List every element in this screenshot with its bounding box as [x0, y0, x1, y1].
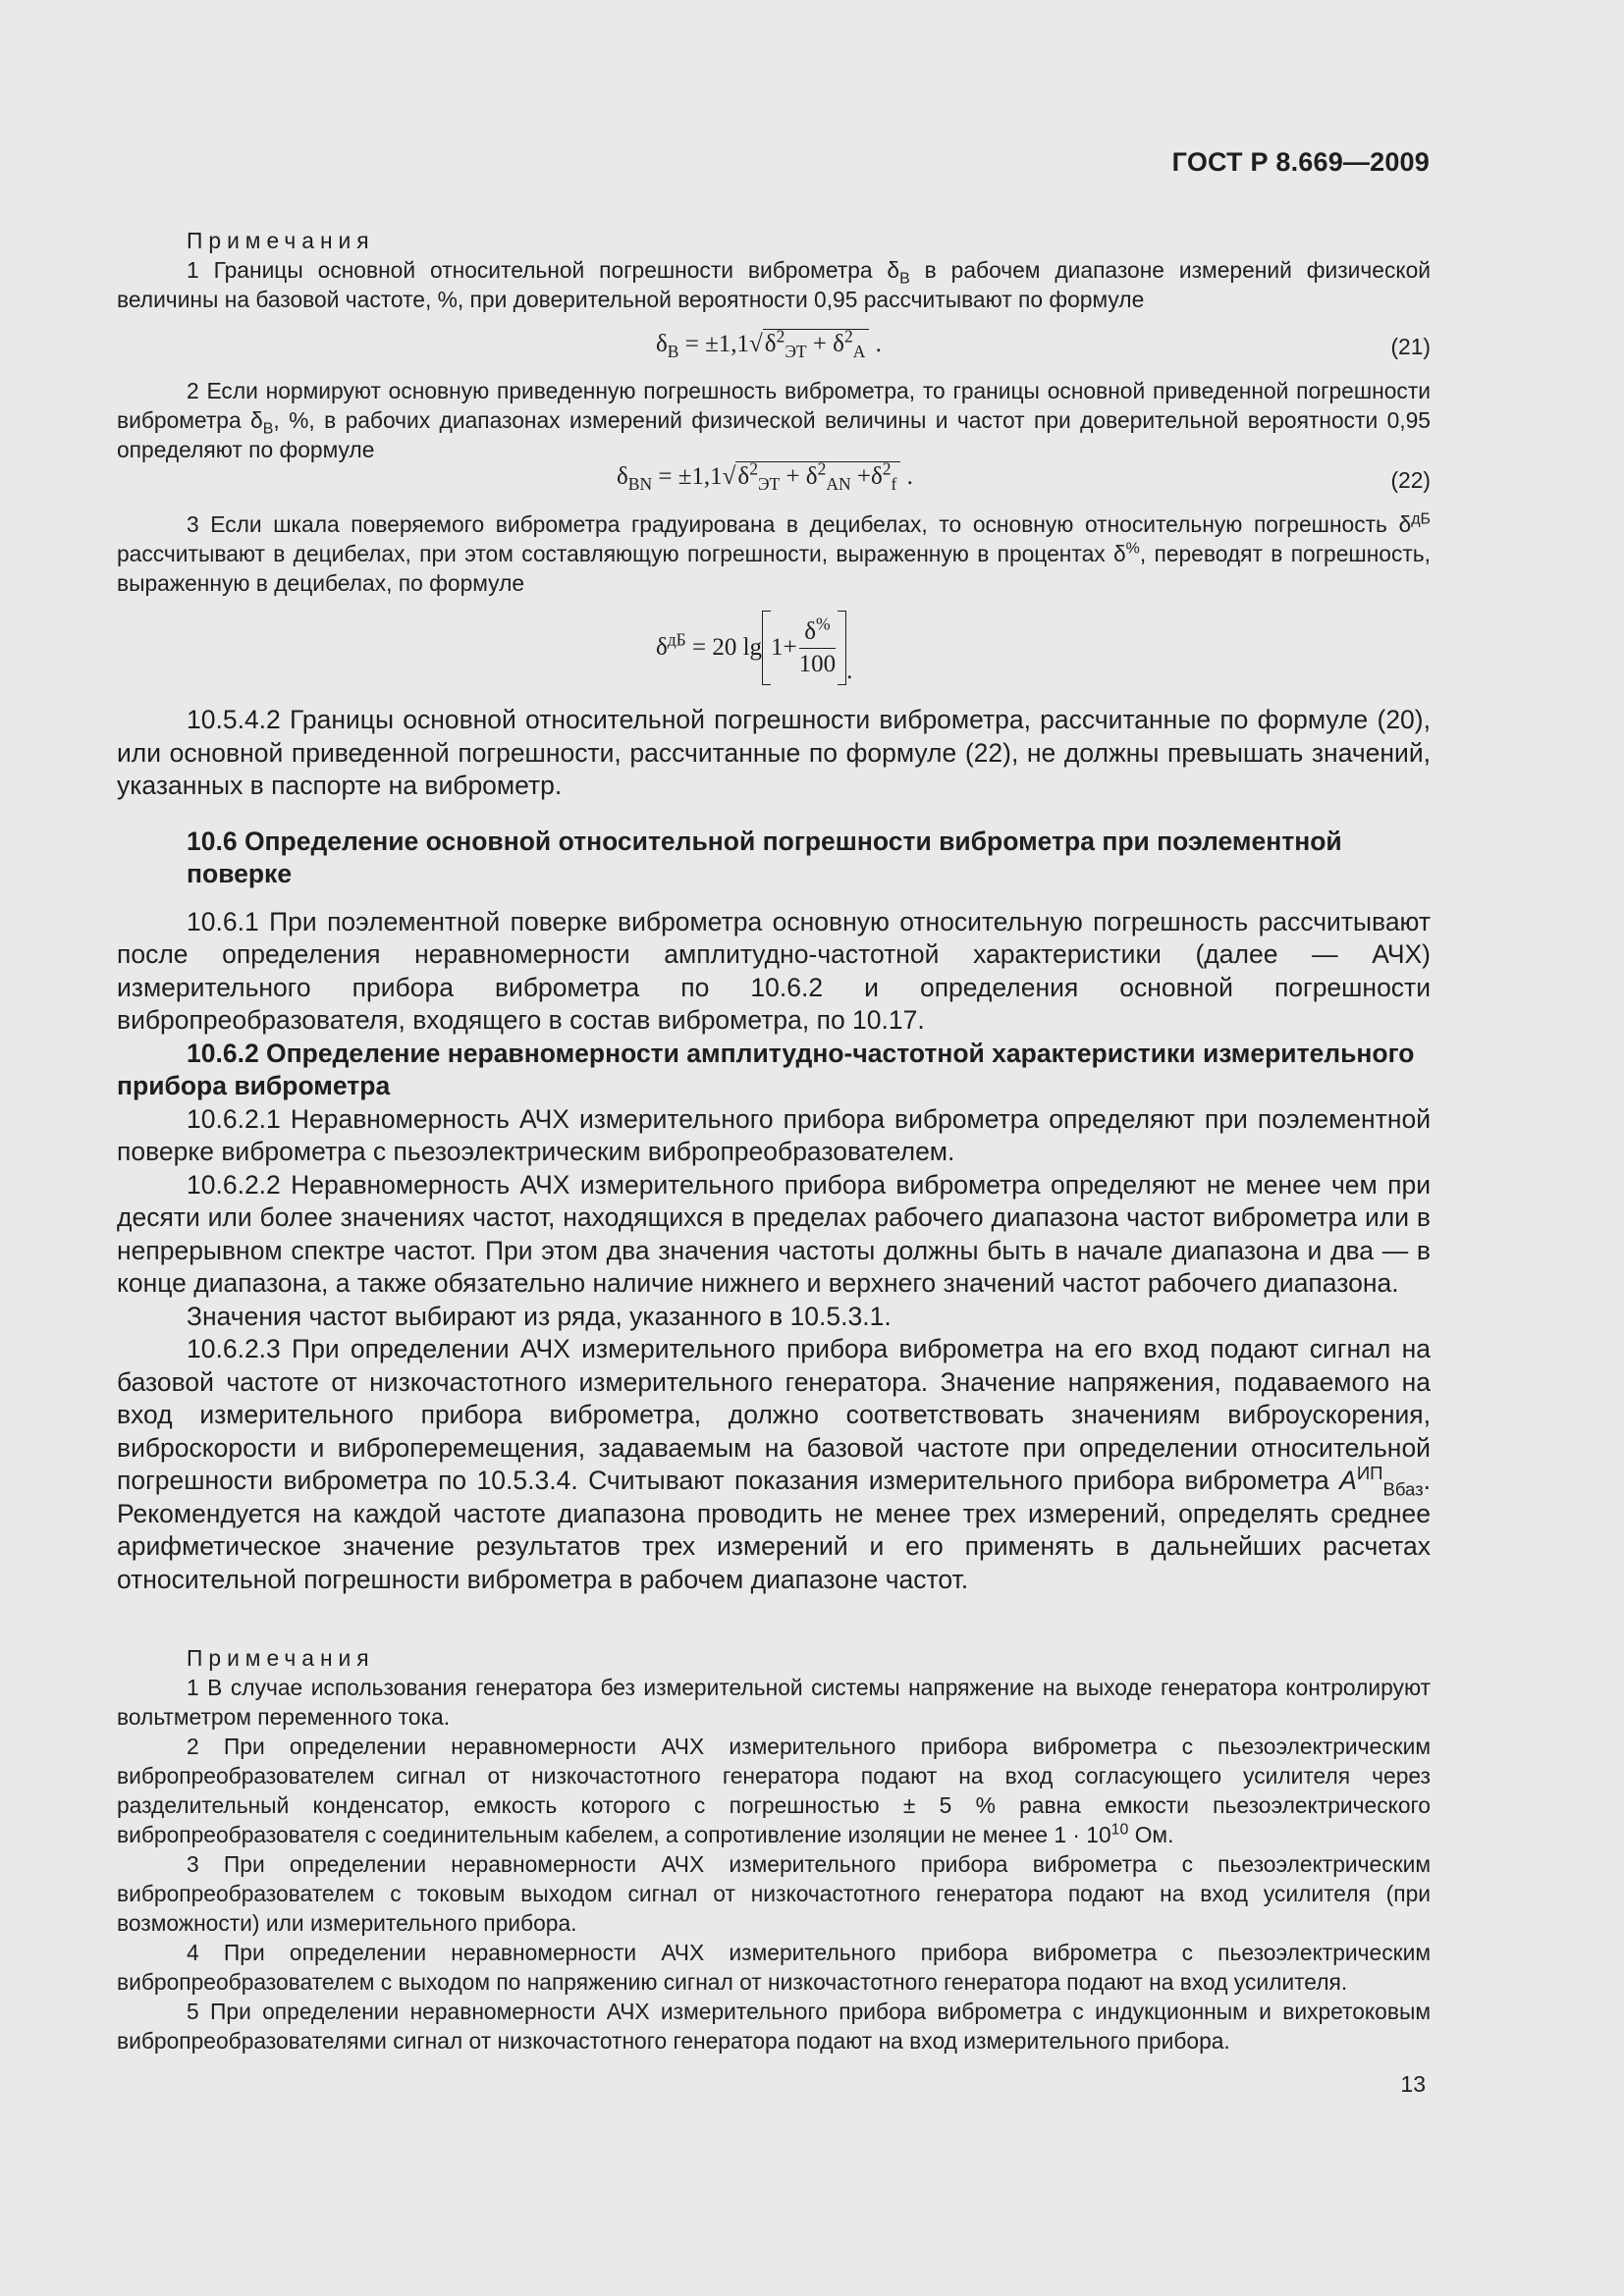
- document-code: ГОСТ Р 8.669—2009: [1171, 147, 1430, 177]
- notes-block-1b: [117, 376, 1431, 464]
- note-2-4: 4 При определении неравномерности АЧХ измерительного прибора виброметра с пьезоэлектрическим вибропреобразователем с выходом по напряжению сигнал от низкочастотного генератора подают на вход усилителя.: [117, 1940, 1431, 1995]
- notes-heading-2: Примечания: [187, 1645, 375, 1671]
- equation-number-21: (21): [1390, 334, 1431, 359]
- note-1: 1 Границы основной относительной погрешности виброметра $\delta_В$ в рабочем диапазоне измерений физической величины на базовой частоте, %, при доверительной вероятности 0,95 рассчитывают по формуле: [117, 257, 1431, 312]
- note-3: 3 Если шкала поверяемого виброметра градуирована в децибелах, то основную относительную погрешность $\delta^{дБ}$ рассчитывают в децибелах, при этом составляющую погрешности, выраженную в процентах δ%, переводят в погрешность, выраженную в децибелах, по формуле: [117, 510, 1432, 596]
- notes-block-1c: [117, 509, 1431, 598]
- formula-22: $\delta_{BN} = \pm 1,1√\delta^2_{ЭТ} + \delta^2_{AN} +\delta^2_f$ .: [617, 458, 913, 494]
- paragraph-10-6-1: 10.6.1 При поэлементной поверке виброметра основную относительную погрешность рассчитывают после определения неравномерности амплитудно-частотной характеристики (далее — АЧХ) измерительного прибора виброметра по 10.6.2 и определения основной погрешности вибропреобразователя, входящего в состав виброметра, по 10.17.: [117, 906, 1431, 1035]
- notes-heading: Примечания: [187, 228, 375, 253]
- right-bracket: [838, 611, 846, 685]
- note-2-3: 3 При определении неравномерности АЧХ измерительного прибора виброметра с пьезоэлектрическим вибропреобразователем с токовым выходом сигнал от низкочастотного генератора подают на вход усилителя (при возможности) или измерительного прибора.: [117, 1851, 1431, 1936]
- paragraph-10-5-4-2: 10.5.4.2 Границы основной относительной погрешности виброметра, рассчитанные по формуле (20), или основной приведенной погрешности, рассчитанные по формуле (22), не должны превышать значений, указанных в паспорте на виброметр.: [117, 705, 1431, 800]
- fraction: $\frac{\delta^{\%}}{100}$: [798, 614, 837, 677]
- note-2-2: 2 При определении неравномерности АЧХ измерительного прибора виброметра с пьезоэлектрическим вибропреобразователем сигнал от низкочастотного генератора подают на вход согласующего усилителя через разделительный конденсатор, емкость которого с погрешностью ± 5 % равна емкости пьезоэлектрического вибропреобразователя с соединительным кабелем, а сопротивление изоляции не менее $1 \cdot 10^{10}$ Ом.: [117, 1734, 1431, 1847]
- paragraph-10-6-2-1: 10.6.2.1 Неравномерность АЧХ измерительного прибора виброметра определяют при поэлементной поверке виброметра с пьезоэлектрическим вибропреобразователем.: [117, 1103, 1431, 1166]
- section-heading-10-6: 10.6 Определение основной относительной погрешности виброметра при поэлементной поверке: [187, 826, 1342, 888]
- equation-number-22: (22): [1390, 467, 1431, 493]
- note-2-5: 5 При определении неравномерности АЧХ измерительного прибора виброметра с индукционным и вихретоковым вибропреобразователями сигнал от низкочастотного генератора подают на вход измерительного прибора.: [117, 1999, 1431, 2054]
- main-body: [117, 704, 1431, 1596]
- page-number: 13: [1400, 2071, 1426, 2097]
- note-2-1: 1 В случае использования генератора без измерительной системы напряжение на выходе генератора контролируют вольтметром переменного тока.: [117, 1675, 1431, 1730]
- left-bracket: [762, 611, 771, 685]
- section-heading-10-6-2: 10.6.2 Определение неравномерности амплитудно-частотной характеристики измерительного прибора виброметра: [117, 1038, 1415, 1100]
- paragraph-10-6-2-2: 10.6.2.2 Неравномерность АЧХ измерительного прибора виброметра определяют не менее чем при десяти или более значениях частот, находящихся в пределах рабочего диапазона частот виброметра или в непрерывном спектре частот. При этом два значения частоты должны быть в начале диапазона и два — в конце диапазона, а также обязательно наличие нижнего и верхнего значений частот рабочего диапазона.: [117, 1169, 1431, 1298]
- formula-21: $\delta_В = \pm 1,1√\delta^2_{ЭТ} + \delta^2_A$ .: [656, 326, 882, 361]
- paragraph-10-6-2-3: 10.6.2.3 При определении АЧХ измерительного прибора виброметра на его вход подают сигнал на базовой частоте от низкочастотного измерительного генератора. Значение напряжения, подаваемого на вход измерительного прибора виброметра, должно соответствовать значениям виброускорения, виброскорости и виброперемещения, задаваемым на базовой частоте при определении относительной погрешности виброметра по 10.5.3.4. Считывают показания измерительного прибора виброметра $A^{ИП}_{Вбаз}$. Рекомендуется на каждой частоте диапазона проводить не менее трех измерений, определять среднее арифметическое значение результатов трех измерений и его применять в дальнейших расчетах относительной погрешности виброметра в рабочем диапазоне частот.: [117, 1334, 1431, 1594]
- notes-block-2: [117, 1643, 1431, 2056]
- paragraph-frequency-values: Значения частот выбирают из ряда, указанного в 10.5.3.1.: [187, 1301, 892, 1331]
- formula-db: $\delta^{дБ} = 20$ lg 1+ $\frac{\delta^{\%}}{100}$ .: [656, 611, 852, 685]
- notes-block-1: [117, 226, 1431, 314]
- note-2: 2 Если нормируют основную приведенную погрешность виброметра, то границы основной приведенной погрешности виброметра $\delta_В$, %, в рабочих диапазонах измерений физической величины и частот при доверительной вероятности 0,95 определяют по формуле: [117, 378, 1431, 462]
